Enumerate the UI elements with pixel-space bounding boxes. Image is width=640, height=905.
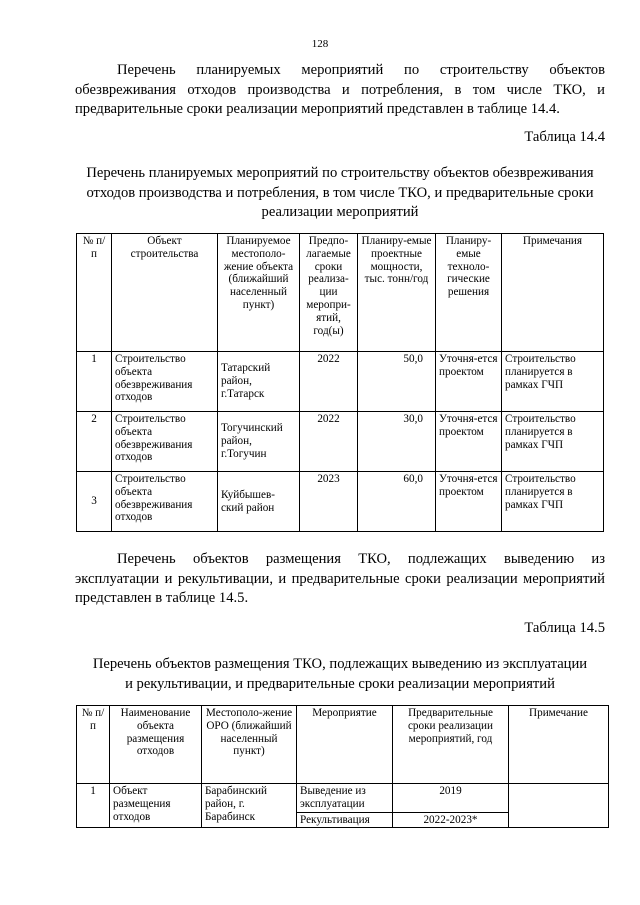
table-row bbox=[77, 784, 609, 813]
cell-note bbox=[509, 784, 609, 828]
cell-num: 1 bbox=[77, 352, 112, 412]
second-paragraph bbox=[75, 550, 605, 609]
paragraph-line: предварительные сроки реализации мероприятий представлен в таблице 14.4. bbox=[75, 101, 560, 117]
cell-num: 3 bbox=[77, 472, 112, 532]
table-14-4-title bbox=[75, 164, 605, 223]
header-cell: Планиру-емые проектные мощности, тыс. тонн/год bbox=[358, 234, 436, 352]
cell-name: Объект размещения отходов bbox=[110, 784, 202, 828]
title-line: отходов производства и потребления, в том числе ТКО, и предварительные сроки bbox=[86, 184, 594, 201]
paragraph-line: Перечень планируемых мероприятий по строительству объектов bbox=[117, 62, 605, 78]
cell-num: 2 bbox=[77, 412, 112, 472]
table-row bbox=[77, 352, 604, 412]
cell-object: Строительство объекта обезвреживания отходов bbox=[112, 472, 218, 532]
cell-location: Барабинский район, г. Барабинск bbox=[202, 784, 297, 828]
title-line: реализации мероприятий bbox=[261, 204, 419, 220]
cell-location: Куйбышев-ский район bbox=[218, 472, 300, 532]
cell-years: 2022 bbox=[300, 352, 358, 412]
cell-tech: Уточня-ется проектом bbox=[436, 352, 502, 412]
cell-location: Тогучинский район, г.Тогучин bbox=[218, 412, 300, 472]
cell-tech: Уточня-ется проектом bbox=[436, 472, 502, 532]
header-cell: № п/п bbox=[77, 234, 112, 352]
table-14-5 bbox=[76, 705, 609, 828]
cell-tech: Уточня-ется проектом bbox=[436, 412, 502, 472]
cell-object: Строительство объекта обезвреживания отходов bbox=[112, 352, 218, 412]
cell-object: Строительство объекта обезвреживания отходов bbox=[112, 412, 218, 472]
cell-note: Строительство планируется в рамках ГЧП bbox=[502, 352, 604, 412]
table-14-4-caption: Таблица 14.4 bbox=[524, 129, 605, 145]
header-cell: Примечание bbox=[509, 706, 609, 784]
paragraph-line: представлен в таблице 14.5. bbox=[75, 590, 249, 606]
cell-note: Строительство планируется в рамках ГЧП bbox=[502, 412, 604, 472]
table-header-row bbox=[77, 706, 609, 784]
table-14-4 bbox=[76, 233, 604, 532]
header-cell: Планиру-емые техноло-гические решения bbox=[436, 234, 502, 352]
header-cell: Предварительные сроки реализации мероприятий, год bbox=[393, 706, 509, 784]
header-cell: Объект строительства bbox=[112, 234, 218, 352]
cell-years: 2022-2023* bbox=[393, 812, 509, 828]
table-row bbox=[77, 472, 604, 532]
title-line: Перечень планируемых мероприятий по строительству объектов обезвреживания bbox=[86, 165, 594, 181]
cell-capacity: 60,0 bbox=[358, 472, 436, 532]
header-cell: Наименование объекта размещения отходов bbox=[110, 706, 202, 784]
cell-years: 2019 bbox=[393, 784, 509, 813]
header-cell: Местополо-жение ОРО (ближайший населенный пункт) bbox=[202, 706, 297, 784]
table-row bbox=[77, 412, 604, 472]
header-cell: Мероприятие bbox=[297, 706, 393, 784]
cell-num: 1 bbox=[77, 784, 110, 828]
page-number: 128 bbox=[311, 38, 329, 50]
header-cell: № п/п bbox=[77, 706, 110, 784]
paragraph-line: Перечень объектов размещения ТКО, подлежащих выведению из bbox=[117, 551, 605, 567]
cell-location: Татарский район, г.Татарск bbox=[218, 352, 300, 412]
title-line: и рекультивации, и предварительные сроки реализации мероприятий bbox=[125, 675, 555, 692]
cell-years: 2023 bbox=[300, 472, 358, 532]
intro-paragraph bbox=[75, 61, 605, 120]
cell-years: 2022 bbox=[300, 412, 358, 472]
paragraph-line: обезвреживания отходов производства и потребления, в том числе ТКО, и bbox=[75, 81, 605, 98]
header-cell: Примечания bbox=[502, 234, 604, 352]
table-header-row bbox=[77, 234, 604, 352]
header-cell: Планируемое местополо-жение объекта (ближайший населенный пункт) bbox=[218, 234, 300, 352]
cell-capacity: 50,0 bbox=[358, 352, 436, 412]
header-cell: Предпо-лагаемые сроки реализа-ции меропри-ятий, год(ы) bbox=[300, 234, 358, 352]
table-14-5-title bbox=[75, 655, 605, 694]
table-14-5-caption: Таблица 14.5 bbox=[524, 620, 605, 636]
paragraph-line: эксплуатации и рекультивации, и предварительные сроки реализации мероприятий bbox=[75, 570, 605, 587]
cell-measure: Рекультивация bbox=[297, 812, 393, 828]
cell-note: Строительство планируется в рамках ГЧП bbox=[502, 472, 604, 532]
cell-capacity: 30,0 bbox=[358, 412, 436, 472]
title-line: Перечень объектов размещения ТКО, подлежащих выведению из эксплуатации bbox=[92, 656, 588, 672]
cell-measure: Выведение из эксплуатации bbox=[297, 784, 393, 813]
